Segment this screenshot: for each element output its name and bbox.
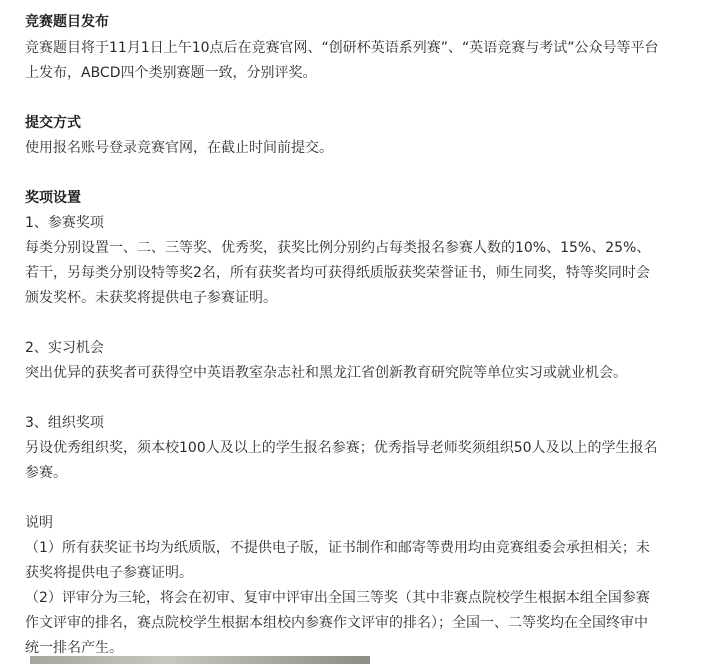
section-heading-release: 竞赛题目发布	[25, 14, 109, 30]
paragraph-line: 参赛。	[25, 465, 67, 481]
paragraph-line: 另设优秀组织奖，须本校100人及以上的学生报名参赛；优秀指导老师奖须组织50人及以上的学生报名	[25, 440, 658, 456]
paragraph-line: 颁发奖杯。未获奖将提供电子参赛证明。	[25, 290, 277, 306]
paragraph-line: 竞赛题目将于11月1日上午10点后在竞赛官网、“创研杯英语系列赛”、“英语竞赛与考试”公众号等平台	[25, 40, 659, 56]
subsection-title-participation: 1、参赛奖项	[25, 215, 104, 231]
paragraph-line: 统一排名产生。	[25, 640, 123, 656]
section-heading-submit: 提交方式	[25, 115, 81, 131]
paragraph-line: （1）所有获奖证书均为纸质版，不提供电子版，证书制作和邮寄等费用均由竞赛组委会承担相关；未	[25, 540, 650, 556]
paragraph-line: 突出优异的获奖者可获得空中英语教室杂志社和黑龙江省创新教育研究院等单位实习或就业机会。	[25, 365, 627, 381]
paragraph-line: 每类分别设置一、二、三等奖、优秀奖，获奖比例分别约占每类报名参赛人数的10%、15%、25%、	[25, 240, 651, 256]
subsection-title-organization: 3、组织奖项	[25, 415, 104, 431]
paragraph-line: 使用报名账号登录竞赛官网，在截止时间前提交。	[25, 140, 333, 156]
subsection-title-internship: 2、实习机会	[25, 340, 104, 356]
image-top-edge	[30, 656, 370, 664]
section-heading-awards: 奖项设置	[25, 190, 81, 206]
paragraph-line: （2）评审分为三轮，将会在初审、复审中评审出全国三等奖（其中非赛点院校学生根据本组全国参赛	[25, 590, 650, 606]
section-heading-notes: 说明	[25, 515, 53, 531]
paragraph-line: 获奖将提供电子参赛证明。	[25, 565, 193, 581]
paragraph-line: 若干，另每类分别设特等奖2名，所有获奖者均可获得纸质版获奖荣誉证书，师生同奖，特等奖同时会	[25, 265, 650, 281]
paragraph-line: 作文评审的排名，赛点院校学生根据本组校内参赛作文评审的排名）；全国一、二等奖均在全国终审中	[25, 615, 648, 631]
paragraph-line: 上发布，ABCD四个类别赛题一致，分别评奖。	[25, 65, 317, 81]
